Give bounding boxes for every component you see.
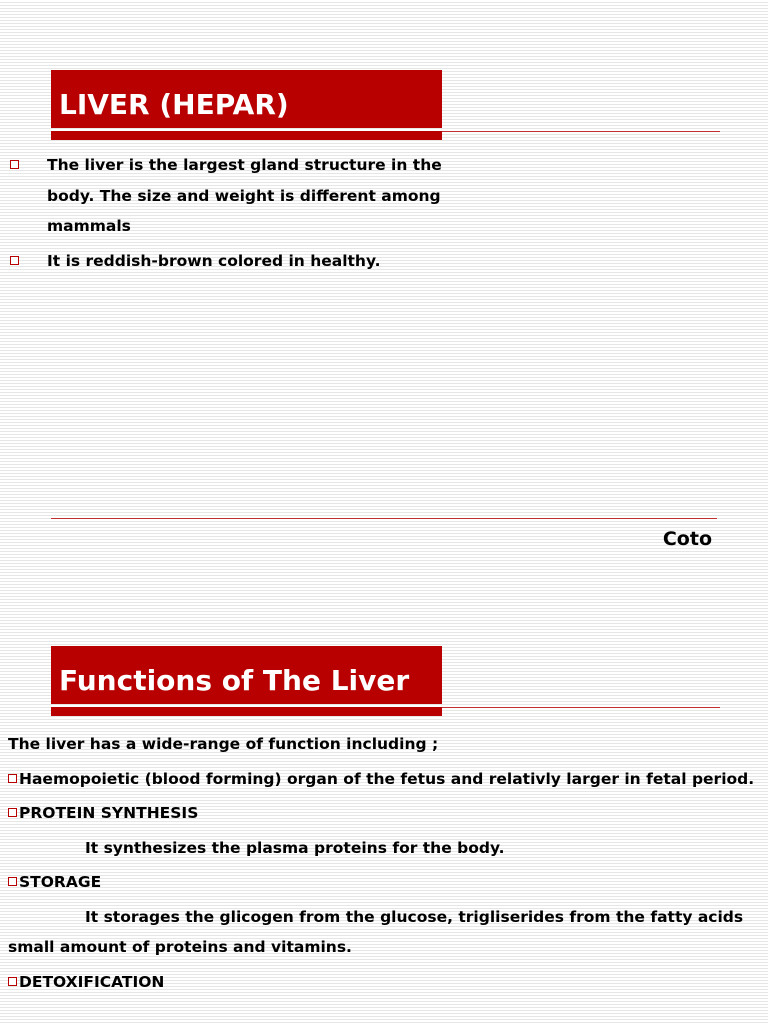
- item-heading: STORAGE: [19, 873, 102, 891]
- title-rule: [442, 707, 720, 708]
- intro-text: The liver has a wide-range of function including ;: [8, 735, 439, 753]
- list-item: [8, 867, 760, 898]
- item-heading: PROTEIN SYNTHESIS: [19, 804, 199, 822]
- square-bullet-icon: [10, 160, 19, 169]
- slide-body: [8, 729, 760, 1001]
- square-bullet-icon: [8, 877, 17, 886]
- list-item: [8, 967, 760, 998]
- title-rule: [442, 131, 720, 132]
- item-heading: DETOXIFICATION: [19, 972, 165, 991]
- square-bullet-icon: [8, 774, 17, 783]
- slide-functions-of-liver: [0, 576, 768, 1024]
- item-detail: It synthesizes the plasma proteins for the body.: [85, 838, 505, 857]
- square-bullet-icon: [8, 808, 17, 817]
- bullet-text: The liver is the largest gland structure in the body. The size and weight is different among mammals: [47, 156, 442, 235]
- list-item: [8, 764, 760, 795]
- title-underbar: [51, 707, 442, 716]
- slide-title: Functions of The Liver: [51, 646, 442, 704]
- square-bullet-icon: [10, 256, 19, 265]
- title-underbar: [51, 131, 442, 140]
- footer-rule: [51, 518, 717, 519]
- item-detail-text: It storages the glicogen from the glucose, trigliserides from the fatty acids small amount of proteins and vitamins.: [8, 907, 744, 956]
- item-text: Haemopoietic (blood forming) organ of the fetus and relativly larger in fetal period.: [19, 769, 755, 788]
- bullet-text: It is reddish-brown colored in healthy.: [47, 252, 381, 270]
- slide-title: LIVER (HEPAR): [51, 70, 442, 128]
- square-bullet-icon: [8, 977, 17, 986]
- item-detail: [8, 902, 760, 963]
- list-item: [8, 798, 760, 829]
- footer-author: Coto: [662, 528, 712, 550]
